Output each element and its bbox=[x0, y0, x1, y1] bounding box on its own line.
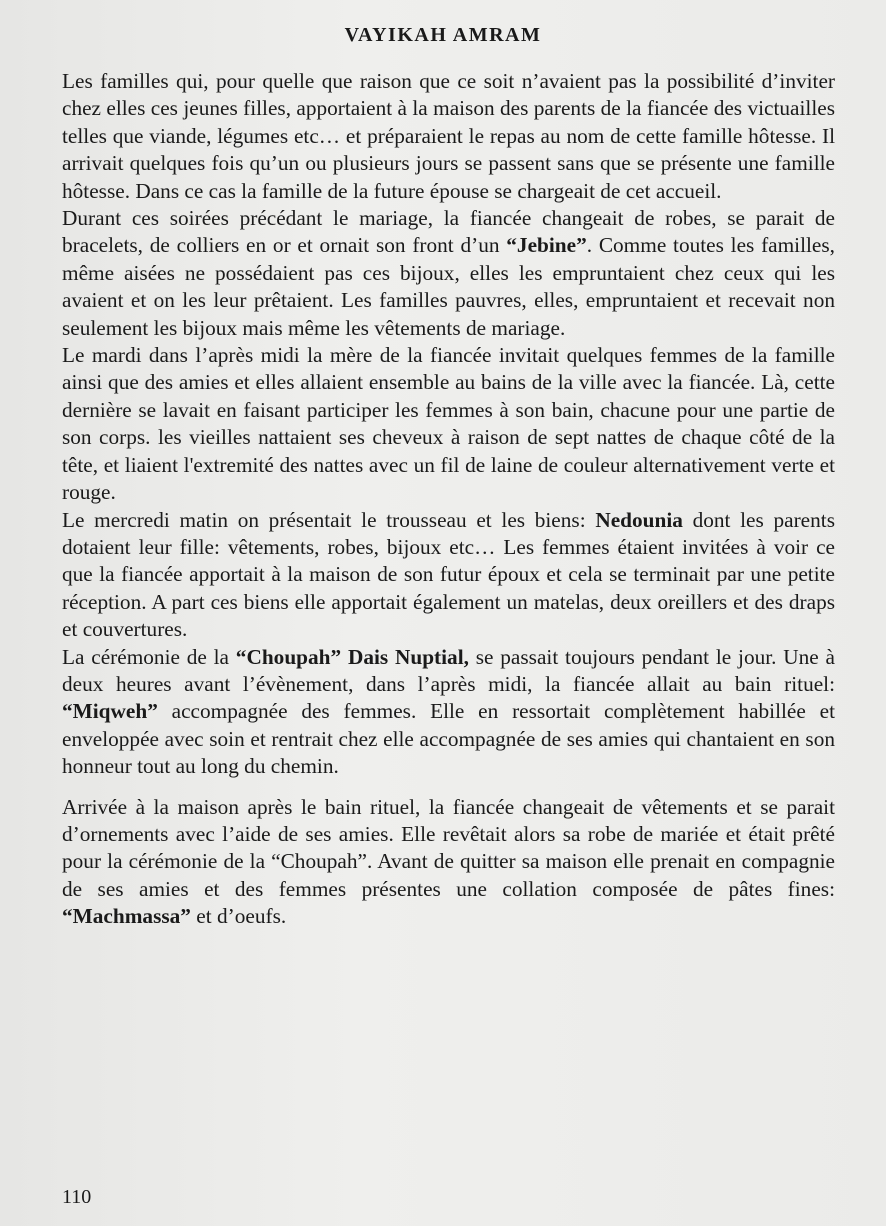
term-jebine: “Jebine” bbox=[506, 233, 587, 258]
term-nedounia: Nedounia bbox=[595, 507, 683, 532]
body-text bbox=[62, 68, 835, 931]
text-segment: . Comme toutes les familles, même aisées ne possédaient pas ces bijoux, elles les empruntaient chez ceux qui les avaient et on les leur prêtaient. Les familles pauvres, elles, empruntaient et recevait non seulement les bijoux mais même les vêtements de mariage. bbox=[62, 233, 835, 340]
term-miqweh: “Miqweh” bbox=[62, 699, 158, 724]
term-choupah: “Choupah” Dais Nuptial, bbox=[235, 644, 469, 669]
paragraph-6 bbox=[62, 794, 835, 931]
text-segment: Durant ces soirées précédant le mariage, la fiancée changeait de robes, se parait de bracelets, de colliers en or et ornait son front d’un bbox=[62, 206, 835, 258]
text-segment: Les familles qui, pour quelle que raison que ce soit n’avaient pas la possibilité d’inviter chez elles ces jeunes filles, apportaient à la maison des parents de la fiancée des victuailles telles que viande, légumes etc… et préparaient le repas au nom de cette famille hôtesse. Il arrivait quelques fois qu’un ou plusieurs jours se passent sans que se présente une famille hôtesse. Dans ce cas la famille de la future épouse se chargeait de cet accueil. bbox=[62, 69, 835, 203]
text-segment: La cérémonie de la bbox=[62, 644, 236, 669]
paragraph-1 bbox=[62, 68, 835, 205]
paragraph-5 bbox=[62, 644, 835, 781]
text-segment: et d’oeufs. bbox=[190, 904, 287, 929]
paragraph-2 bbox=[62, 205, 835, 342]
text-segment: Le mercredi matin on présentait le trousseau et les biens: bbox=[62, 507, 596, 532]
text-segment: se passait toujours pendant le jour. Une à deux heures avant l’évènement, dans l’après midi, la fiancée allait au bain rituel: bbox=[62, 644, 835, 696]
text-segment: Arrivée à la maison après le bain rituel, la fiancée changeait de vêtements et se parait d’ornements avec l’aide de ses amies. Elle revêtait alors sa robe de mariée et était prêté pour la cérémonie de la “Choupah”. Avant de quitter sa maison elle prenait en compagnie de ses amies et des femmes présentes une collation composée de pâtes fines: bbox=[62, 794, 835, 901]
text-segment: accompagnée des femmes. Elle en ressortait complètement habillée et enveloppée avec soin et rentrait chez elle accompagnée de ses amies qui chantaient en son honneur tout au long du chemin. bbox=[62, 699, 835, 779]
paragraph-4 bbox=[62, 507, 835, 644]
term-machmassa: “Machmassa” bbox=[62, 904, 191, 929]
text-segment: dont les parents dotaient leur fille: vêtements, robes, bijoux etc… Les femmes étaient invitées à voir ce que la fiancée apportait à la maison de son futur époux et cela se terminait par une petite réception. A part ces biens elle apportait également un matelas, deux oreillers et des draps et couvertures. bbox=[62, 507, 835, 642]
page-number: 110 bbox=[62, 1186, 92, 1208]
text-segment: Le mardi dans l’après midi la mère de la fiancée invitait quelques femmes de la famille ainsi que des amies et elles allaient ensemble au bains de la ville avec la fiancée. Là, cette dernière se lavait en faisant participer les femmes à son bain, chacune pour une partie de son corps. les vieilles nattaient ses cheveux à raison de sept nattes de chaque côté de la tête, et liaient l'extremité des nattes avec un fil de laine de couleur alternativement verte et rouge. bbox=[62, 343, 835, 505]
paragraph-3 bbox=[62, 342, 835, 506]
running-head: VAYIKAH AMRAM bbox=[344, 24, 542, 46]
